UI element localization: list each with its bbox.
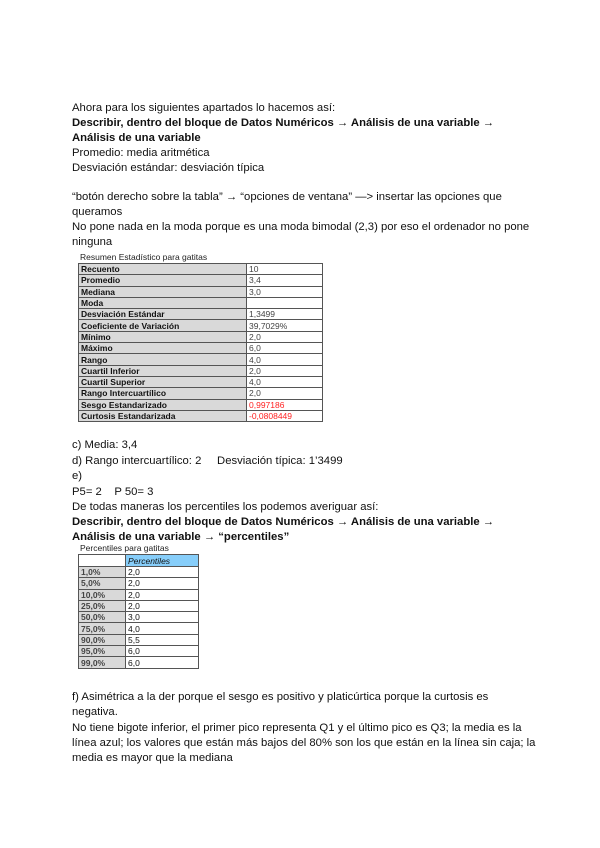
row-label: Sesgo Estandarizado (79, 399, 247, 410)
row-value: 4,0 (126, 623, 199, 634)
row-label: Mínimo (79, 331, 247, 342)
table-row (79, 612, 199, 623)
table-row (79, 410, 323, 421)
table-row (79, 388, 323, 399)
row-label: Máximo (79, 343, 247, 354)
row-label: Recuento (79, 264, 247, 275)
paragraph: “botón derecho sobre la tabla” → “opciones de ventana” —> insertar las opciones que (72, 191, 502, 203)
row-label: Curtosis Estandarizada (79, 410, 247, 421)
row-label: 25,0% (79, 600, 126, 611)
row-label: Rango (79, 354, 247, 365)
row-label: 1,0% (79, 567, 126, 578)
row-value: 1,3499 (247, 309, 323, 320)
row-label: Desviación Estándar (79, 309, 247, 320)
table-row (79, 331, 323, 342)
table-row (79, 646, 199, 657)
row-value: 2,0 (126, 600, 199, 611)
table-row (79, 297, 323, 308)
paragraph: Análisis de una variable → “percentiles” (72, 531, 290, 543)
paragraph: Ahora para los siguientes apartados lo hacemos así: (72, 102, 336, 114)
row-value: 6,0 (247, 343, 323, 354)
row-label: 99,0% (79, 657, 126, 668)
table-row (79, 286, 323, 297)
paragraph: Describir, dentro del bloque de Datos Numéricos → Análisis de una variable → (72, 516, 495, 528)
paragraph: queramos (72, 206, 123, 218)
paragraph: f) Asimétrica a la der porque el sesgo es positivo y platicúrtica porque la curtosis es (72, 691, 489, 703)
table-title: Percentiles para gatitas (80, 543, 169, 553)
row-label: Cuartil Inferior (79, 365, 247, 376)
table-row (79, 634, 199, 645)
header-percentiles: Percentiles (126, 555, 199, 567)
paragraph: De todas maneras los percentiles los podemos averiguar así: (72, 501, 379, 513)
row-value: 4,0 (247, 376, 323, 387)
row-label: 50,0% (79, 612, 126, 623)
row-label: 10,0% (79, 589, 126, 600)
row-value: 3,0 (247, 286, 323, 297)
row-value: 3,0 (126, 612, 199, 623)
paragraph: media es mayor que la mediana (72, 752, 233, 764)
table-row (79, 320, 323, 331)
table-title: Resumen Estadístico para gatitas (80, 252, 208, 262)
paragraph: e) (72, 470, 83, 482)
row-value: 2,0 (247, 388, 323, 399)
row-value: 10 (247, 264, 323, 275)
row-value: 2,0 (126, 567, 199, 578)
paragraph: Describir, dentro del bloque de Datos Numéricos → Análisis de una variable → (72, 117, 495, 129)
table-row (79, 309, 323, 320)
percentiles-table (78, 543, 199, 669)
table-row (79, 399, 323, 410)
table-row (79, 657, 199, 668)
row-label: 90,0% (79, 634, 126, 645)
paragraph: c) Media: 3,4 (72, 439, 138, 451)
paragraph: línea azul; los valores que están más bajos del 80% son los que están en la línea sin caja; la (72, 737, 536, 749)
paragraph: Análisis de una variable (72, 132, 201, 144)
row-label: Rango Intercuartílico (79, 388, 247, 399)
summary-statistics-table (78, 252, 323, 422)
paragraph: ninguna (72, 236, 113, 248)
row-value: 3,4 (247, 275, 323, 286)
table-row (79, 376, 323, 387)
row-label: Cuartil Superior (79, 376, 247, 387)
table-row (79, 354, 323, 365)
table-row (79, 567, 199, 578)
paragraph: No pone nada en la moda porque es una moda bimodal (2,3) por eso el ordenador no pone (72, 221, 530, 233)
paragraph: Promedio: media aritmética (72, 147, 210, 159)
paragraph: P5= 2 P 50= 3 (72, 486, 154, 498)
row-value: 4,0 (247, 354, 323, 365)
row-label: Mediana (79, 286, 247, 297)
table-row (79, 343, 323, 354)
row-label: Promedio (79, 275, 247, 286)
row-value: 39,7029% (247, 320, 323, 331)
row-label: 75,0% (79, 623, 126, 634)
row-label: Moda (79, 297, 247, 308)
row-value: 6,0 (126, 657, 199, 668)
row-value: 2,0 (126, 578, 199, 589)
table-row (79, 623, 199, 634)
row-value: 0,997186 (247, 399, 323, 410)
row-label: 5,0% (79, 578, 126, 589)
row-value: 5,5 (126, 634, 199, 645)
row-label: Coeficiente de Variación (79, 320, 247, 331)
row-value: 2,0 (126, 589, 199, 600)
header-empty (79, 555, 126, 567)
table-row (79, 264, 323, 275)
paragraph: Desviación estándar: desviación típica (72, 162, 265, 174)
row-value: 2,0 (247, 365, 323, 376)
row-label: 95,0% (79, 646, 126, 657)
row-value: 6,0 (126, 646, 199, 657)
table-row (79, 578, 199, 589)
paragraph: negativa. (72, 706, 118, 718)
table-row (79, 365, 323, 376)
row-value (247, 297, 323, 308)
row-value: -0,0808449 (247, 410, 323, 421)
table-row (79, 275, 323, 286)
paragraph: No tiene bigote inferior, el primer pico representa Q1 y el último pico es Q3; la media es la (72, 722, 522, 734)
table-row (79, 600, 199, 611)
row-value: 2,0 (247, 331, 323, 342)
paragraph: d) Rango intercuartílico: 2 Desviación típica: 1’3499 (72, 455, 343, 467)
table-row (79, 589, 199, 600)
